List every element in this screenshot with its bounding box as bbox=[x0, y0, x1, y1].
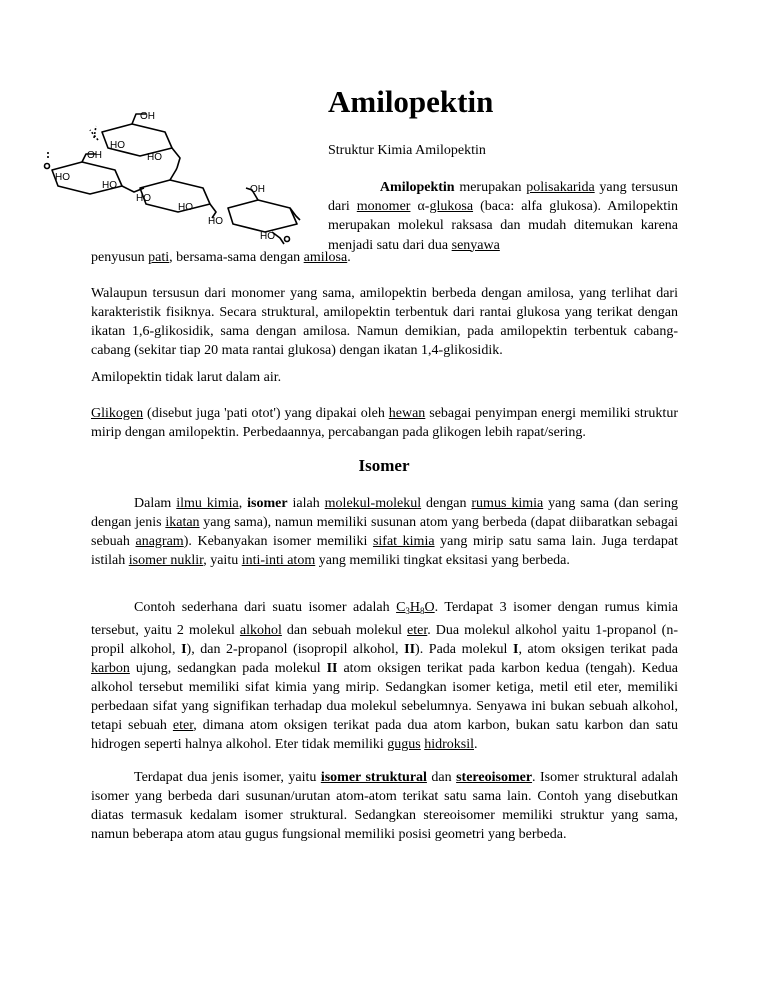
link-hewan[interactable]: hewan bbox=[388, 406, 426, 421]
link-gugus[interactable]: gugus bbox=[387, 737, 421, 752]
link-inti-atom[interactable]: inti-inti atom bbox=[241, 553, 316, 568]
link-anagram[interactable]: anagram bbox=[135, 534, 184, 549]
isomer-paragraph-1: Dalam ilmu kimia, isomer ialah molekul-molekul dengan rumus kimia yang sama (dan sering dengan jenis ikatan yang sama), namun memiliki susunan atom yang berbeda (dapat diibaratkan sebagai sebuah anagram). Kebanyakan isomer memiliki sifat kimia yang mirip satu sama lain. Juga terdapat istilah isomer nuklir, yaitu inti-inti atom yang memiliki tingkat eksitasi yang berbeda. bbox=[91, 496, 678, 568]
link-sifat-kimia[interactable]: sifat kimia bbox=[372, 534, 435, 549]
term-amilopektin: Amilopektin bbox=[379, 180, 455, 195]
link-monomer[interactable]: monomer bbox=[356, 199, 411, 215]
link-molekul[interactable]: molekul-molekul bbox=[324, 496, 422, 511]
link-rumus-kimia[interactable]: rumus kimia bbox=[471, 496, 544, 511]
link-ilmu-kimia[interactable]: ilmu kimia bbox=[176, 496, 239, 511]
link-ikatan[interactable]: ikatan bbox=[165, 515, 200, 530]
label-ho-2: HO bbox=[147, 152, 162, 163]
link-eter[interactable]: eter bbox=[407, 623, 428, 638]
label-oh-top: OH bbox=[140, 111, 155, 122]
link-glukosa[interactable]: glukosa bbox=[429, 199, 474, 215]
formula-c3h8o[interactable]: $C_3H_8O$ bbox=[396, 600, 435, 616]
link-polisakarida[interactable]: polisakarida bbox=[526, 180, 595, 195]
figure-caption: Struktur Kimia Amilopektin bbox=[328, 143, 486, 158]
link-pati[interactable]: pati bbox=[148, 250, 170, 265]
label-oh-right: OH bbox=[250, 184, 265, 195]
link-isomer-nuklir[interactable]: isomer nuklir bbox=[128, 553, 204, 568]
link-alkohol[interactable]: alkohol bbox=[239, 623, 282, 638]
paragraph-glikogen: Glikogen (disebut juga 'pati otot') yang dipakai oleh hewan sebagai penyimpan energi memiliki struktur mirip dengan amilopektin. Perbedaannya, percabangan pada glikogen lebih rapat/sering. bbox=[91, 406, 678, 440]
label-ho-3: HO bbox=[55, 172, 70, 183]
section-title-isomer: Isomer bbox=[358, 456, 410, 475]
link-eter-2[interactable]: eter bbox=[172, 718, 194, 733]
paragraph-3: Amilopektin tidak larut dalam air. bbox=[91, 370, 282, 385]
link-stereoisomer[interactable]: stereoisomer bbox=[456, 770, 533, 785]
isomer-paragraph-3: Terdapat dua jenis isomer, yaitu isomer struktural dan stereoisomer. Isomer struktural adalah isomer yang berbeda dari susunan/urutan atom-atom terikat satu sama lain. Contoh yang disebutkan diatas termasuk kedalam isomer struktural. Sedangkan stereoisomer memiliki struktur yang sama, namun beberapa atom atau gugus fungsional memiliki posisi geometri yang berbeda. bbox=[91, 770, 679, 842]
amylopectin-structure-diagram bbox=[40, 100, 330, 250]
intro-paragraph: Amilopektin merupakan polisakarida yang tersusun dari monomer α-glukosa (baca: alfa glukosa). Amilopektin merupakan molekul raksasa dan mudah ditemukan karena menjadi satu dari dua senyawa bbox=[328, 180, 679, 253]
label-ho-7: HO bbox=[208, 216, 223, 227]
label-ho-4: HO bbox=[102, 180, 117, 191]
paragraph-2: Walaupun tersusun dari monomer yang sama, amilopektin berbeda dengan amilosa, yang terlihat dari karakteristik fisiknya. Secara struktural, amilopektin terbentuk dari rantai glukosa yang terikat dengan ikatan 1,6-glikosidik, sama dengan amilosa. Namun demikian, pada amilopektin terbentuk cabang-cabang (sekitar tiap 20 mata rantai glukosa) dengan ikatan 1,4-glikosidik. bbox=[91, 286, 678, 358]
isomer-paragraph-2: Contoh sederhana dari suatu isomer adalah $C_3H_8O$. Terdapat 3 isomer dengan rumus kimia tersebut, yaitu 2 molekul alkohol dan sebuah molekul eter. Dua molekul alkohol yaitu 1-propanol (n-propil alkohol, I), dan 2-propanol (isopropil alkohol, II). Pada molekul I, atom oksigen terikat pada karbon ujung, sedangkan pada molekul II atom oksigen terikat pada karbon kedua (tengah). Kedua alkohol tersebut memiliki sifat kimia yang mirip. Sedangkan isomer ketiga, metil etil eter, memiliki perbedaan sifat yang signifikan terhadap dua molekul sebelumnya. Senyawa ini bukan sebuah alkohol, tetapi sebuah eter, dimana atom oksigen terikat pada dua atom karbon, bukan satu karbon dan satu hidrogen seperti halnya alkohol. Eter tidak memiliki gugus hidroksil. bbox=[91, 600, 679, 752]
label-ho-6: HO bbox=[178, 202, 193, 213]
link-karbon[interactable]: karbon bbox=[91, 661, 130, 676]
link-senyawa[interactable]: senyawa bbox=[451, 237, 500, 253]
label-ho-1: HO bbox=[110, 140, 125, 151]
label-ho-5: HO bbox=[136, 193, 151, 204]
link-glikogen[interactable]: Glikogen bbox=[91, 406, 144, 421]
link-amilosa[interactable]: amilosa bbox=[303, 250, 348, 265]
link-hidroksil[interactable]: hidroksil bbox=[424, 737, 474, 752]
link-isomer-struktural[interactable]: isomer struktural bbox=[320, 770, 427, 785]
term-isomer: isomer bbox=[247, 496, 288, 511]
page-title: Amilopektin bbox=[328, 84, 494, 119]
label-oh-left: OH bbox=[87, 150, 102, 161]
intro-paragraph-continued: penyusun pati, bersama-sama dengan amilosa. bbox=[91, 250, 351, 265]
label-ho-8: HO bbox=[260, 231, 275, 242]
